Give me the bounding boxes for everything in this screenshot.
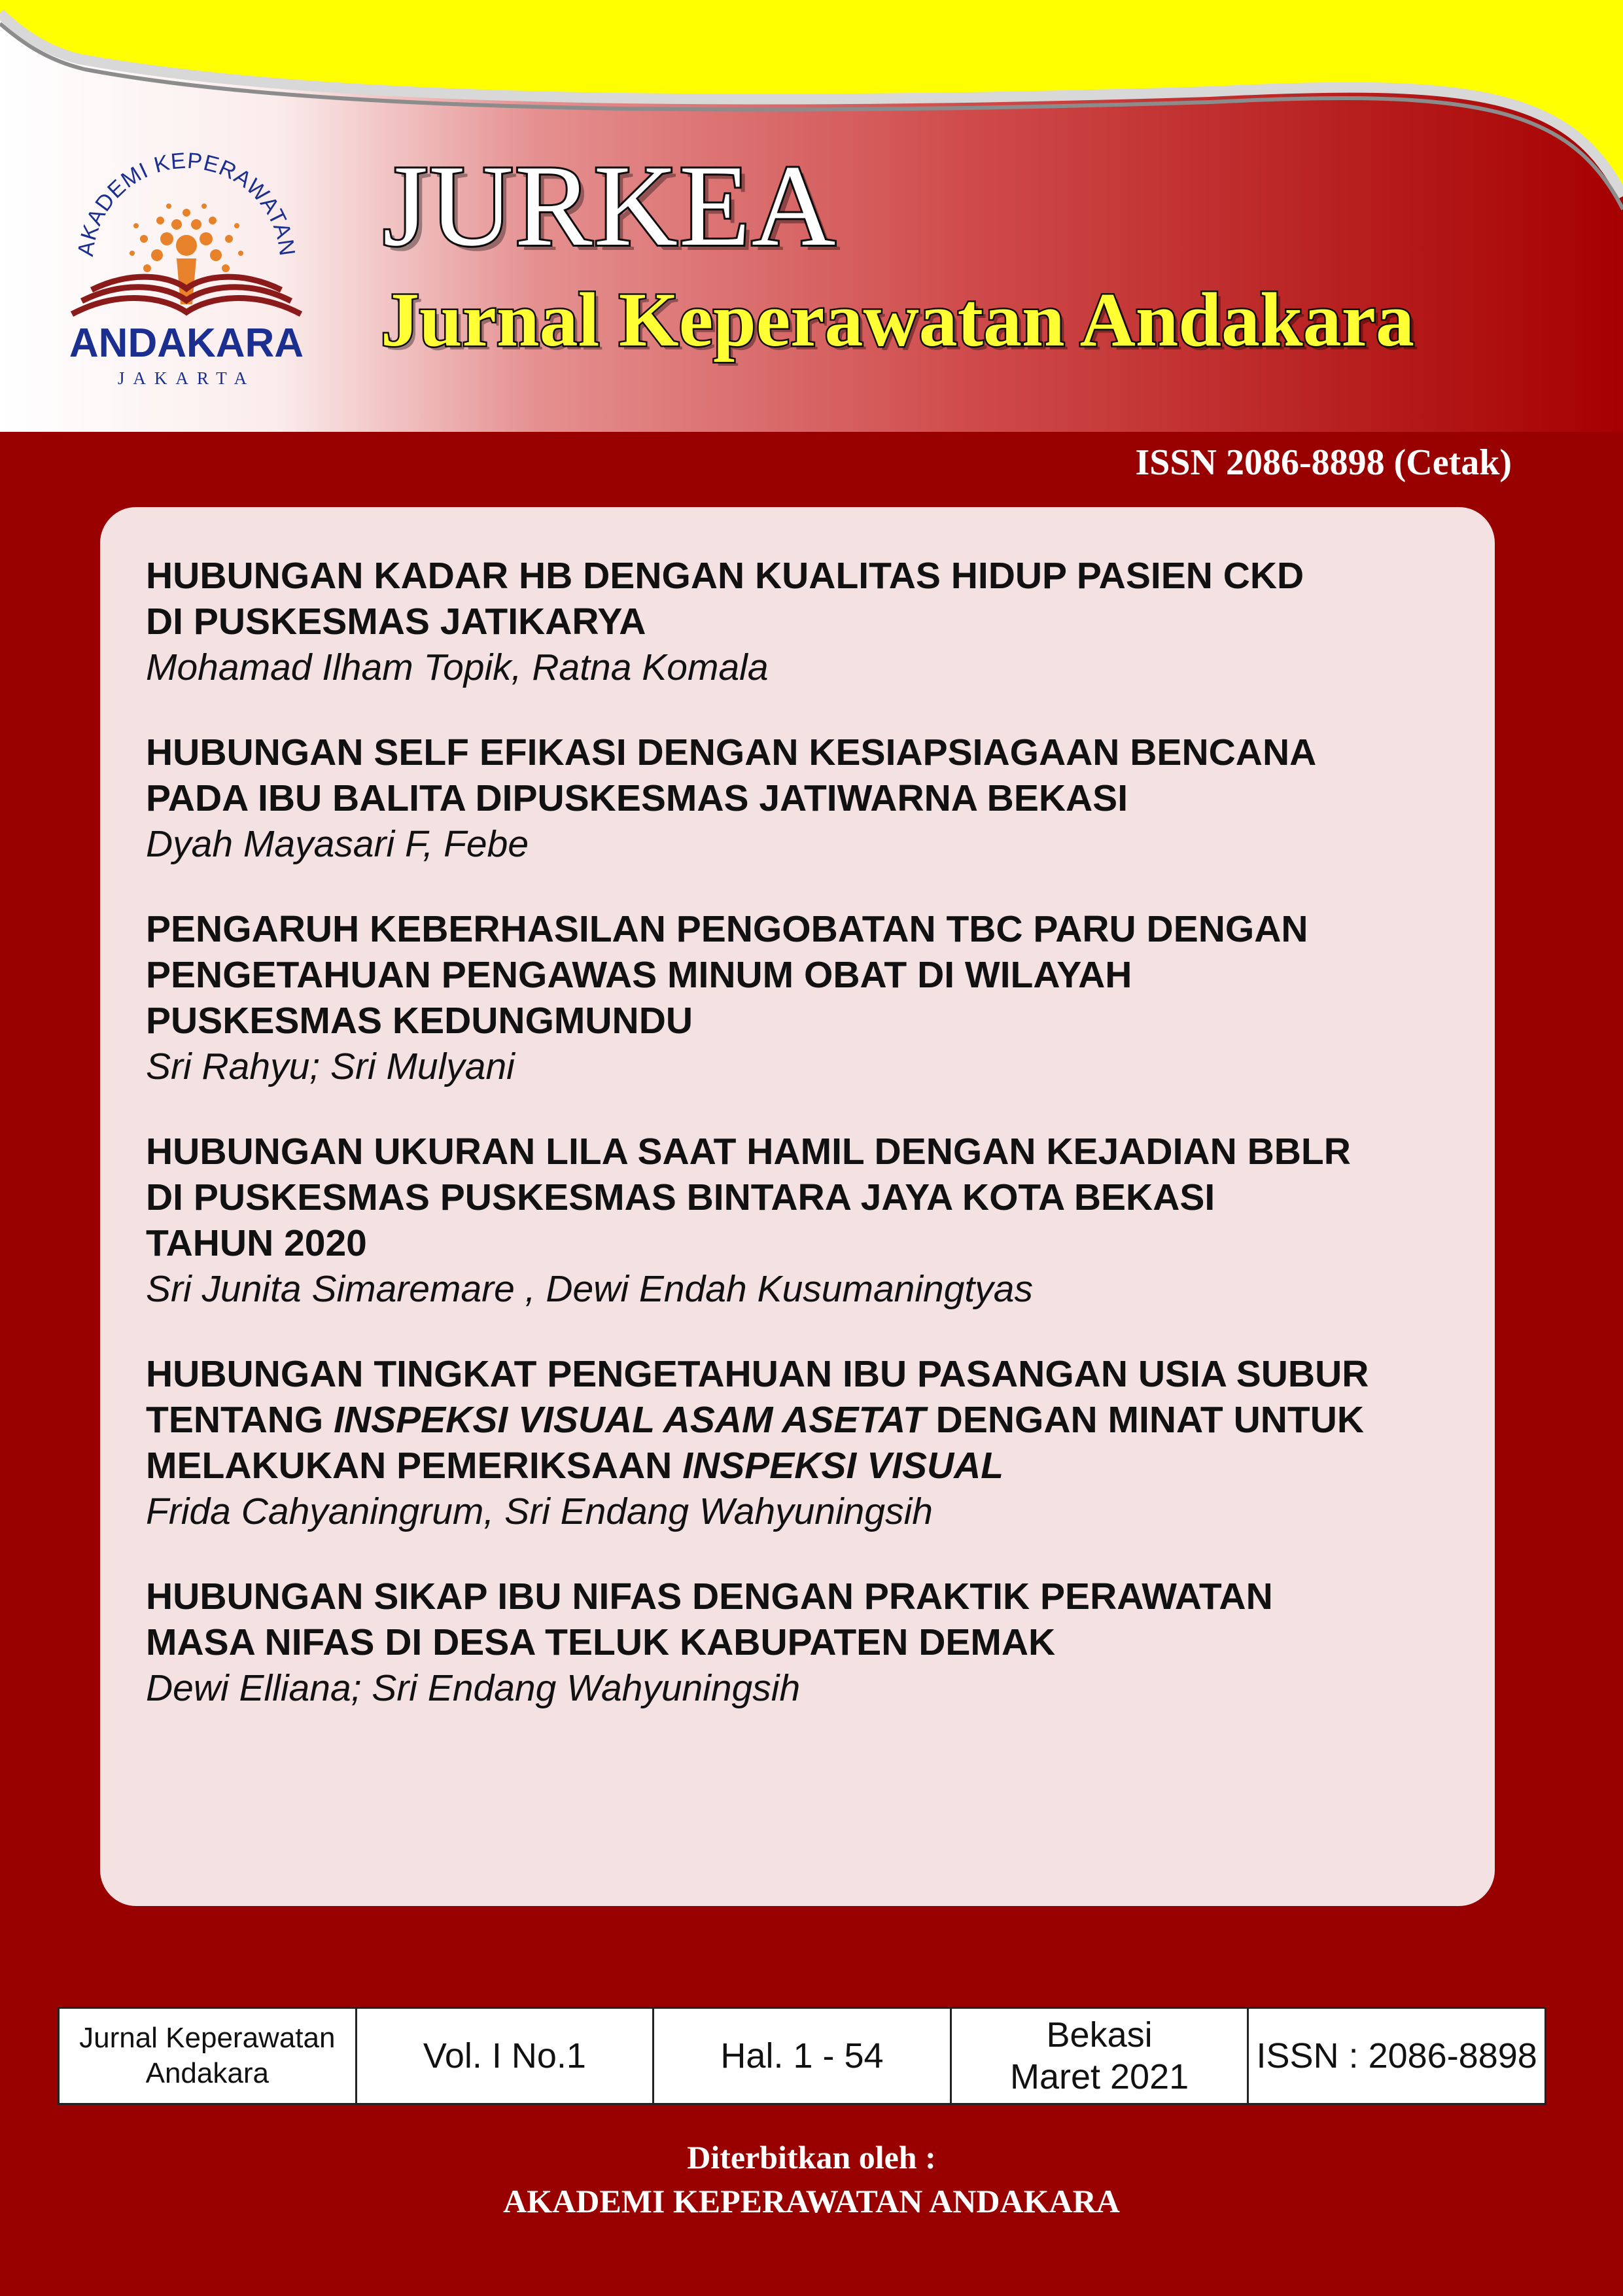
info-volume: Vol. I No.1: [356, 2008, 654, 2104]
journal-subtitle: Jurnal Keperawatan Andakara: [381, 277, 1415, 362]
info-pages: Hal. 1 - 54: [654, 2008, 951, 2104]
article-entry: [146, 1129, 1456, 1312]
article-title: HUBUNGAN UKURAN LILA SAAT HAMIL DENGAN KEJADIAN BBLR DI PUSKESMAS PUSKESMAS BINTARA JAYA KOTA BEKASI TAHUN 2020: [146, 1131, 1351, 1264]
info-issn: ISSN : 2086-8898: [1248, 2008, 1546, 2104]
article-title: HUBUNGAN SELF EFIKASI DENGAN KESIAPSIAGAAN BENCANA PADA IBU BALITA DIPUSKESMAS JATIWARNA BEKASI: [146, 732, 1317, 819]
article-authors: Dyah Mayasari F, Febe: [146, 823, 529, 865]
info-place-date: Bekasi Maret 2021: [951, 2008, 1248, 2104]
publisher-label: Diterbitkan oleh :: [687, 2139, 936, 2176]
logo-city: JAKARTA: [117, 368, 256, 388]
article-title: HUBUNGAN KADAR HB DENGAN KUALITAS HIDUP PASIEN CKD DI PUSKESMAS JATIKARYA: [146, 555, 1304, 643]
article-title: PENGARUH KEBERHASILAN PENGOBATAN TBC PARU DENGAN PENGETAHUAN PENGAWAS MINUM OBAT DI WILAYAH PUSKESMAS KEDUNGMUNDU: [146, 908, 1308, 1042]
article-authors: Frida Cahyaningrum, Sri Endang Wahyuningsih: [146, 1491, 933, 1532]
journal-title: JURKEA: [383, 141, 837, 270]
info-journal-name: Jurnal Keperawatan Andakara: [59, 2008, 357, 2104]
publisher-name: AKADEMI KEPERAWATAN ANDAKARA: [503, 2183, 1120, 2219]
table-of-contents-panel: [100, 507, 1495, 1906]
logo-name: ANDAKARA: [69, 321, 304, 366]
issn-print: ISSN 2086-8898 (Cetak): [1135, 442, 1512, 483]
publication-info-bar: [58, 2007, 1546, 2105]
article-entry: [146, 906, 1456, 1089]
article-authors: Dewi Elliana; Sri Endang Wahyuningsih: [146, 1667, 801, 1709]
article-authors: Sri Rahyu; Sri Mulyani: [146, 1046, 515, 1087]
article-entry: [146, 730, 1456, 867]
article-entry: [146, 1574, 1456, 1711]
andakara-logo: [59, 141, 314, 396]
article-entry: [146, 553, 1456, 690]
article-entry: [146, 1351, 1456, 1534]
article-authors: Sri Junita Simaremare , Dewi Endah Kusumaningtyas: [146, 1268, 1033, 1310]
logo-arc-text: AKADEMI KEPERAWATAN: [73, 148, 300, 258]
article-authors: Mohamad Ilham Topik, Ratna Komala: [146, 646, 769, 688]
article-title: HUBUNGAN TINGKAT PENGETAHUAN IBU PASANGAN USIA SUBUR TENTANG INSPEKSI VISUAL ASAM ASETAT DENGAN MINAT UNTUK MELAKUKAN PEMERIKSAAN INSPEKSI VISUAL: [146, 1353, 1369, 1487]
article-title: HUBUNGAN SIKAP IBU NIFAS DENGAN PRAKTIK PERAWATAN MASA NIFAS DI DESA TELUK KABUPATEN DEMAK: [146, 1576, 1273, 1663]
